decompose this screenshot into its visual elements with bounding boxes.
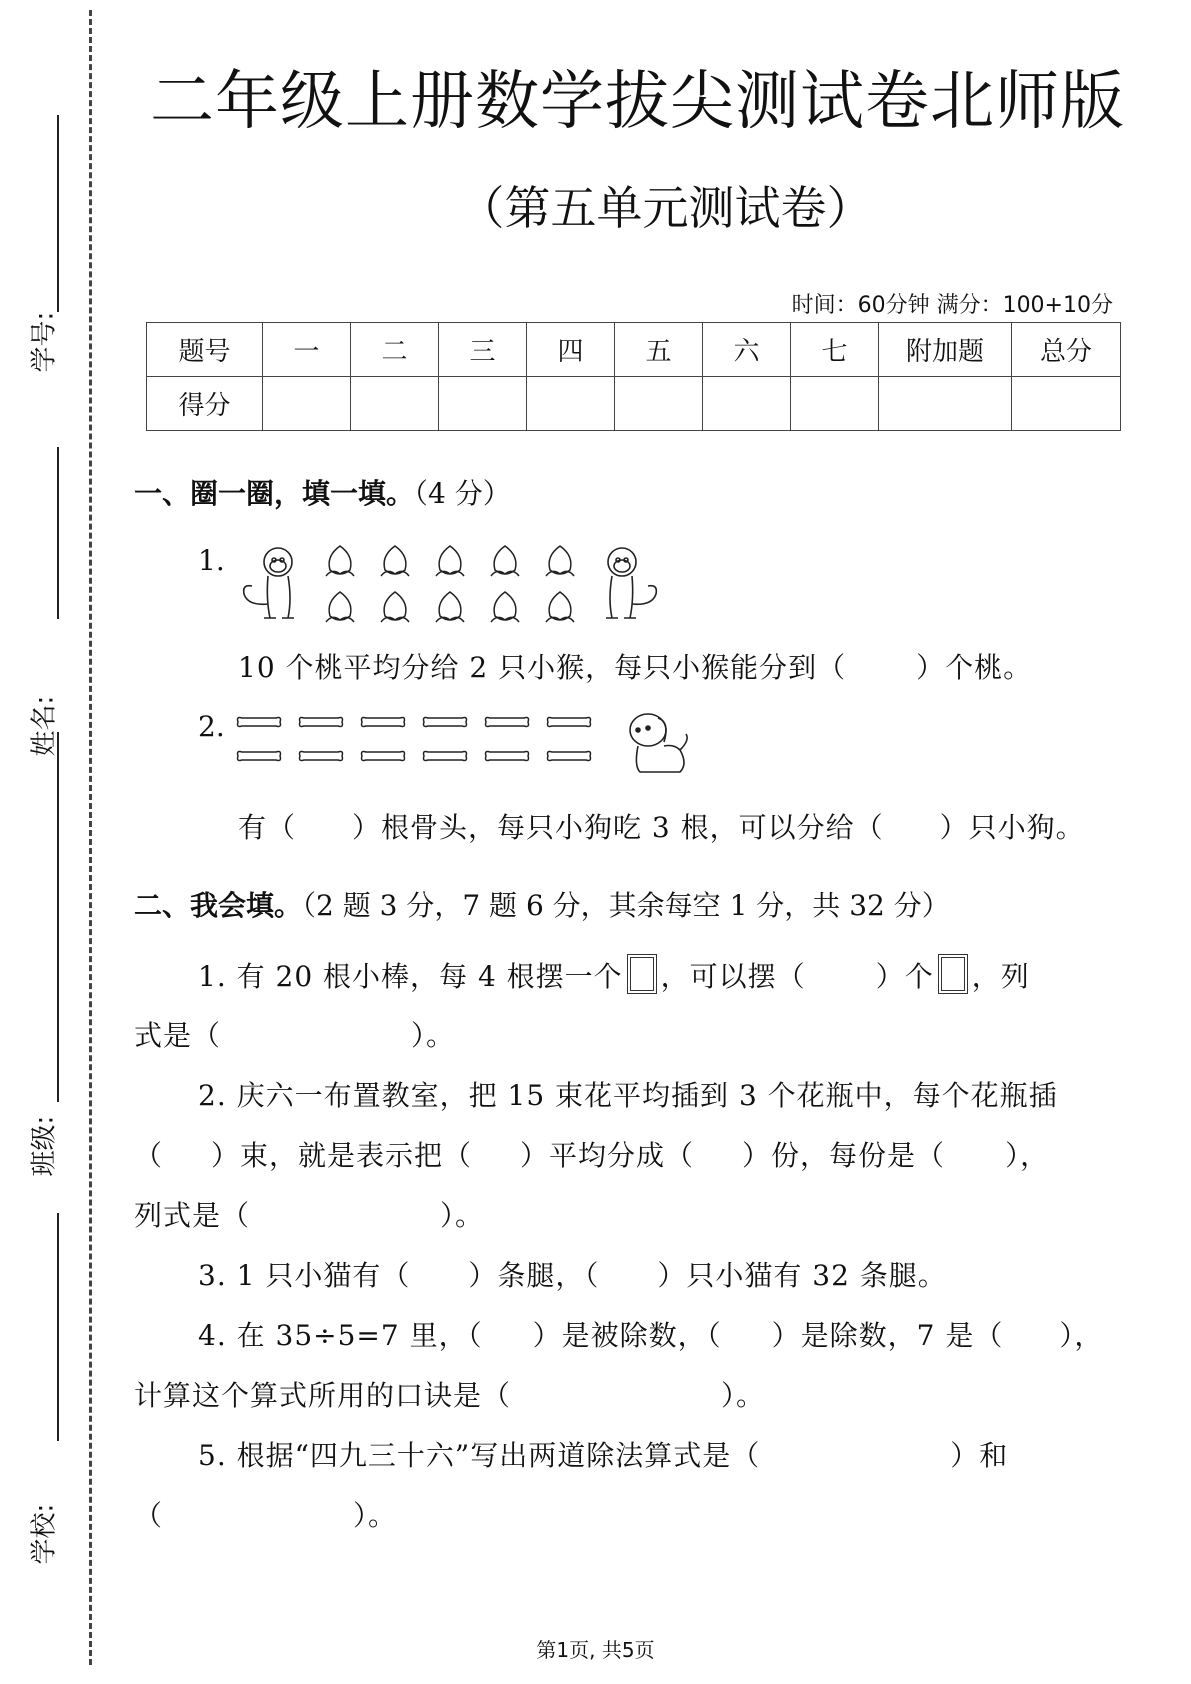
- stick-square-icon: [627, 954, 657, 994]
- question-text: ，可以摆（: [660, 960, 806, 993]
- monkey-icon: [238, 544, 310, 624]
- question-text: ）。: [440, 1199, 485, 1232]
- question-2-4-line-2: [134, 1374, 765, 1414]
- question-2-4-line-1: [198, 1314, 1103, 1354]
- question-number: 2.: [198, 710, 225, 743]
- column-header: 六: [703, 323, 791, 377]
- question-1-2-text: [238, 806, 1085, 846]
- question-2-3: [198, 1254, 947, 1294]
- question-text: ）只小猫有 32 条腿。: [657, 1259, 947, 1292]
- school-label: 学校:: [29, 1503, 60, 1565]
- peach-icon: [320, 542, 620, 628]
- page-subtitle: （第五单元测试卷）: [458, 181, 873, 235]
- score-cell[interactable]: [1012, 377, 1121, 431]
- question-text: ）是被除数，（: [532, 1319, 722, 1352]
- question-text: 4. 在 35÷5=7 里，（: [198, 1319, 483, 1352]
- score-cell[interactable]: [439, 377, 527, 431]
- column-header: 附加题: [879, 323, 1012, 377]
- question-text: （: [134, 1139, 164, 1172]
- question-text: （: [134, 1499, 164, 1532]
- section-2-title: 二、我会填。: [134, 889, 303, 922]
- student-id-label: 学号:: [29, 311, 60, 373]
- question-2-1-line-2: [134, 1014, 455, 1054]
- monkey-icon: [590, 544, 662, 624]
- question-text: ），: [1059, 1319, 1104, 1352]
- page-number: 第1页, 共5页: [536, 1638, 655, 1662]
- column-header: 四: [527, 323, 615, 377]
- question-text: ）只小狗。: [939, 811, 1085, 844]
- question-text: ）份，每份是（: [742, 1139, 946, 1172]
- question-text: 1. 有 20 根小棒，每 4 根摆一个: [198, 960, 623, 993]
- question-text: ），: [1005, 1139, 1050, 1172]
- score-table-score-row: [147, 377, 1121, 431]
- section-1-points: （4 分）: [414, 477, 511, 510]
- column-header: 总分: [1012, 323, 1121, 377]
- section-1-heading: [134, 472, 511, 512]
- question-text: 3. 1 只小猫有（: [198, 1259, 411, 1292]
- question-text: ）是除数，7 是（: [771, 1319, 1004, 1352]
- section-1-title: 一、圈一圈，填一填。: [134, 477, 415, 510]
- row-header: 题号: [147, 323, 263, 377]
- row-header: 得分: [147, 377, 263, 431]
- column-header: 五: [615, 323, 703, 377]
- question-text: 列式是（: [134, 1199, 251, 1232]
- question-text: ）。: [353, 1499, 398, 1532]
- question-text: ，列: [971, 960, 1030, 993]
- question-1-1-text: [238, 646, 1032, 686]
- question-2-5-line-2: [134, 1494, 397, 1534]
- question-2-2-line-2: [134, 1134, 1049, 1174]
- name-label: 姓名:: [29, 695, 60, 757]
- question-2-5-line-1: [198, 1434, 1008, 1474]
- question-text: 有（: [238, 811, 297, 844]
- score-cell[interactable]: [791, 377, 879, 431]
- column-header: 二: [351, 323, 439, 377]
- column-header: 七: [791, 323, 879, 377]
- column-header: 三: [439, 323, 527, 377]
- question-text: ）个: [875, 960, 934, 993]
- question-2-2-line-1: 2. 庆六一布置教室，把 15 束花平均插到 3 个花瓶中，每个花瓶插: [198, 1079, 1058, 1112]
- score-cell[interactable]: [527, 377, 615, 431]
- column-header: 一: [263, 323, 351, 377]
- puppy-icon: [624, 708, 694, 778]
- question-2-2-line-3: [134, 1194, 484, 1234]
- question-text: ）平均分成（: [520, 1139, 695, 1172]
- stick-square-icon: [938, 954, 968, 994]
- bone-icon: [234, 712, 614, 780]
- section-2-points: （2 题 3 分，7 题 6 分，其余每空 1 分，共 32 分）: [302, 889, 950, 922]
- question-text: 10 个桃平均分给 2 只小猴，每只小猴能分到（: [238, 651, 847, 684]
- score-cell[interactable]: [263, 377, 351, 431]
- page-title: 二年级上册数学拔尖测试卷北师版: [150, 65, 1125, 139]
- exam-meta: 时间：60分钟 满分：100+10分: [791, 293, 1113, 318]
- question-number: 1.: [198, 544, 225, 577]
- section-2-heading: [134, 884, 950, 924]
- question-text: ）和: [950, 1439, 1009, 1472]
- name-line[interactable]: [57, 447, 59, 619]
- question-text: ）个桃。: [916, 651, 1033, 684]
- question-text: ）束，就是表示把（: [211, 1139, 473, 1172]
- score-table: [146, 322, 1121, 431]
- question-text: ）条腿，（: [468, 1259, 600, 1292]
- class-label: 班级:: [29, 1115, 60, 1177]
- score-cell[interactable]: [351, 377, 439, 431]
- question-text: 5. 根据“四九三十六”写出两道除法算式是（: [198, 1439, 761, 1472]
- score-cell[interactable]: [703, 377, 791, 431]
- question-text: ）。: [721, 1379, 766, 1412]
- school-line[interactable]: [57, 1213, 59, 1441]
- question-text: ）。: [411, 1019, 456, 1052]
- binding-cut-line: [89, 10, 92, 1665]
- question-text: ）根骨头，每只小狗吃 3 根，可以分给（: [352, 811, 884, 844]
- class-line-upper[interactable]: [57, 732, 59, 1102]
- question-2-1-line-1: [198, 954, 1030, 995]
- score-cell[interactable]: [615, 377, 703, 431]
- question-text: 式是（: [134, 1019, 222, 1052]
- question-text: 计算这个算式所用的口诀是（: [134, 1379, 512, 1412]
- score-table-header-row: [147, 323, 1121, 377]
- score-cell[interactable]: [879, 377, 1012, 431]
